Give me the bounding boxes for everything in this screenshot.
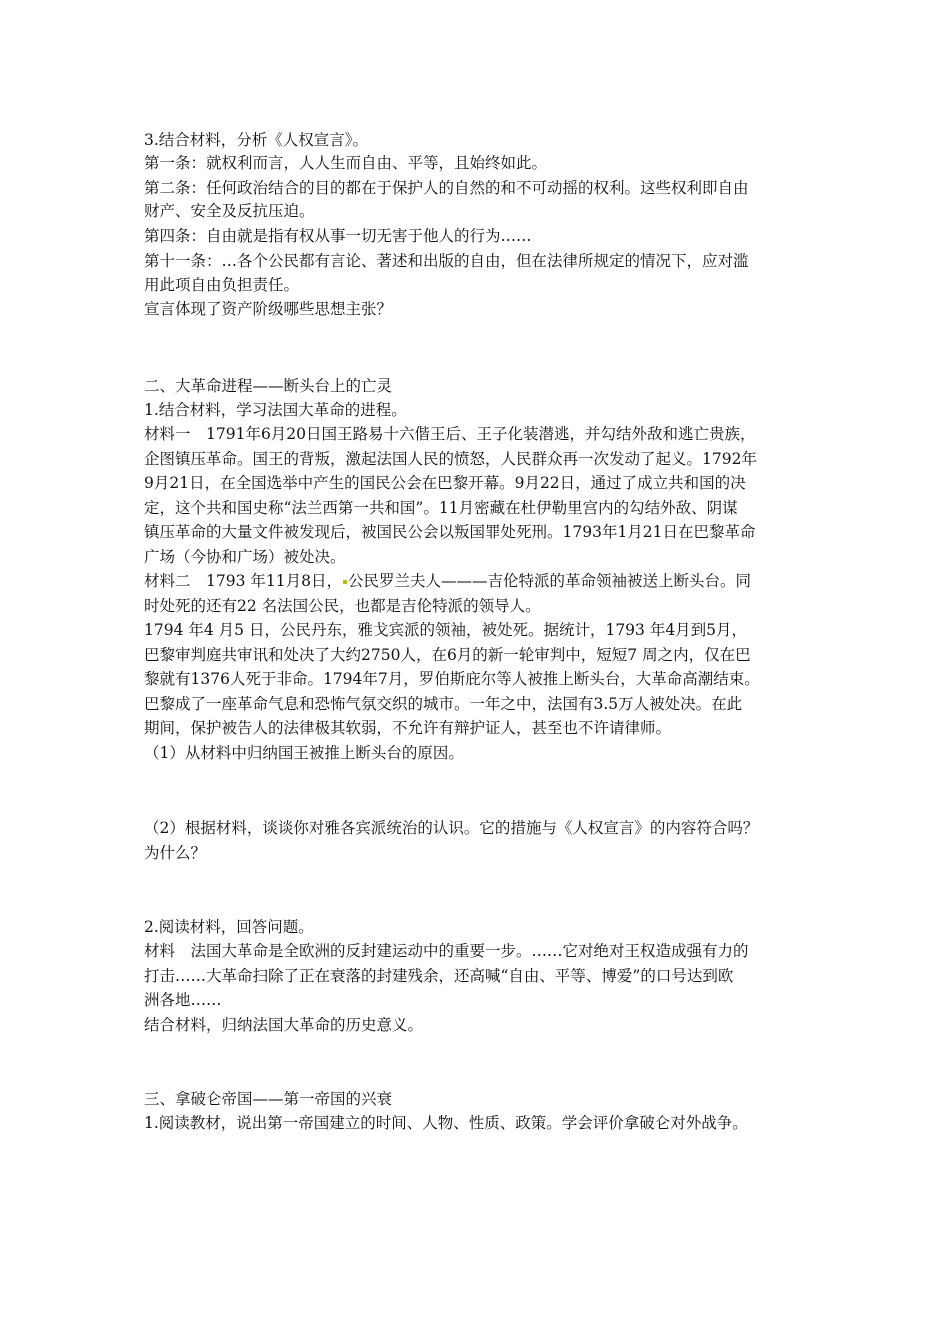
material-2-line-1-start: 材料二 1793 年11月8日， <box>144 572 342 590</box>
sub-question-2-line-1: （2）根据材料，谈谈你对雅各宾派统治的认识。它的措施与《人权宣言》的内容符合吗？ <box>144 819 759 837</box>
section-2-question-1-title: 1.结合材料，学习法国大革命的进程。 <box>144 401 407 419</box>
material-1-line-3: 9月21日，在全国选举中产生的国民公会在巴黎开幕。9月22日，通过了成立共和国的决 <box>144 474 746 492</box>
material-2-line-1 <box>144 570 751 592</box>
material-1-line-5: 镇压革命的大量文件被发现后，被国民公会以叛国罪处死刑。1793年1月21日在巴黎革命 <box>144 523 756 541</box>
q2-material-line-1: 材料 法国大革命是全欧洲的反封建运动中的重要一步。……它对绝对王权造成强有力的 <box>144 942 749 960</box>
section-3-question-1: 1.阅读教材，说出第一帝国建立的时间、人物、性质、政策。学会评价拿破仑对外战争。 <box>144 1114 748 1132</box>
material-2-line-7: 期间，保护被告人的法律极其软弱，不允许有辩护证人，甚至也不许请律师。 <box>144 719 672 737</box>
material-2-line-3: 1794 年4 月5 日，公民丹东，雅戈宾派的领袖，被处死。据统计，1793 年4月到5月， <box>144 621 748 639</box>
declaration-question: 宣言体现了资产阶级哪些思想主张？ <box>144 300 393 318</box>
material-2-line-6: 巴黎成了一座革命气息和恐怖气氛交织的城市。一年之中，法国有3.5万人被处决。在此 <box>144 695 743 713</box>
marker-dot-icon <box>343 580 347 584</box>
article-11-line-1: 第十一条：…各个公民都有言论、著述和出版的自由，但在法律所规定的情况下，应对滥 <box>144 252 749 270</box>
material-2-line-1-end: 公民罗兰夫人———吉伦特派的革命领袖被送上断头台。同 <box>347 572 751 590</box>
material-2-line-2: 时处死的还有22 名法国公民，也都是吉伦特派的领导人。 <box>144 597 541 615</box>
article-4: 第四条：自由就是指有权从事一切无害于他人的行为…… <box>144 227 532 245</box>
material-1-line-4: 定，这个共和国史称“法兰西第一共和国”。11月密藏在杜伊勒里宫内的勾结外敌、阴谋 <box>144 499 738 517</box>
article-11-line-2: 用此项自由负担责任。 <box>144 276 300 294</box>
material-1-line-1: 材料一 1791年6月20日国王路易十六偕王后、王子化装潜逃，并勾结外敌和逃亡贵族， <box>144 425 756 443</box>
article-2-line-1: 第二条：任何政治结合的目的都在于保护人的自然的和不可动摇的权利。这些权利即自由 <box>144 179 749 197</box>
sub-question-2-line-2: 为什么？ <box>144 844 207 862</box>
section-2-question-2-title: 2.阅读材料，回答问题。 <box>144 918 314 936</box>
material-2-line-5: 黎就有1376人死于非命。1794年7月，罗伯斯庇尔等人被推上断头台，大革命高潮结束。 <box>144 670 760 688</box>
sub-question-1: （1）从材料中归纳国王被推上断头台的原因。 <box>144 744 464 762</box>
article-2-line-2: 财产、安全及反抗压迫。 <box>144 202 315 220</box>
section-2-heading: 二、大革命进程——断头台上的亡灵 <box>144 377 393 395</box>
material-1-line-2: 企图镇压革命。国王的背叛，激起法国人民的愤怒，人民群众再一次发动了起义。1792年 <box>144 450 757 468</box>
article-1: 第一条：就权利而言，人人生而自由、平等，且始终如此。 <box>144 154 548 172</box>
q2-question: 结合材料，归纳法国大革命的历史意义。 <box>144 1016 424 1034</box>
section-3-heading: 三、拿破仑帝国——第一帝国的兴衰 <box>144 1090 393 1108</box>
material-2-line-4: 巴黎审判庭共审讯和处决了大约2750人，在6月的新一轮审判中，短短7 周之内，仅在巴 <box>144 646 751 664</box>
q2-material-line-3: 洲各地…… <box>144 991 222 1009</box>
question-3-title: 3.结合材料，分析《人权宣言》。 <box>144 131 369 149</box>
material-1-line-6: 广场（今协和广场）被处决。 <box>144 548 346 566</box>
q2-material-line-2: 打击……大革命扫除了正在衰落的封建残余，还高喊“自由、平等、博爱”的口号达到欧 <box>144 967 734 985</box>
